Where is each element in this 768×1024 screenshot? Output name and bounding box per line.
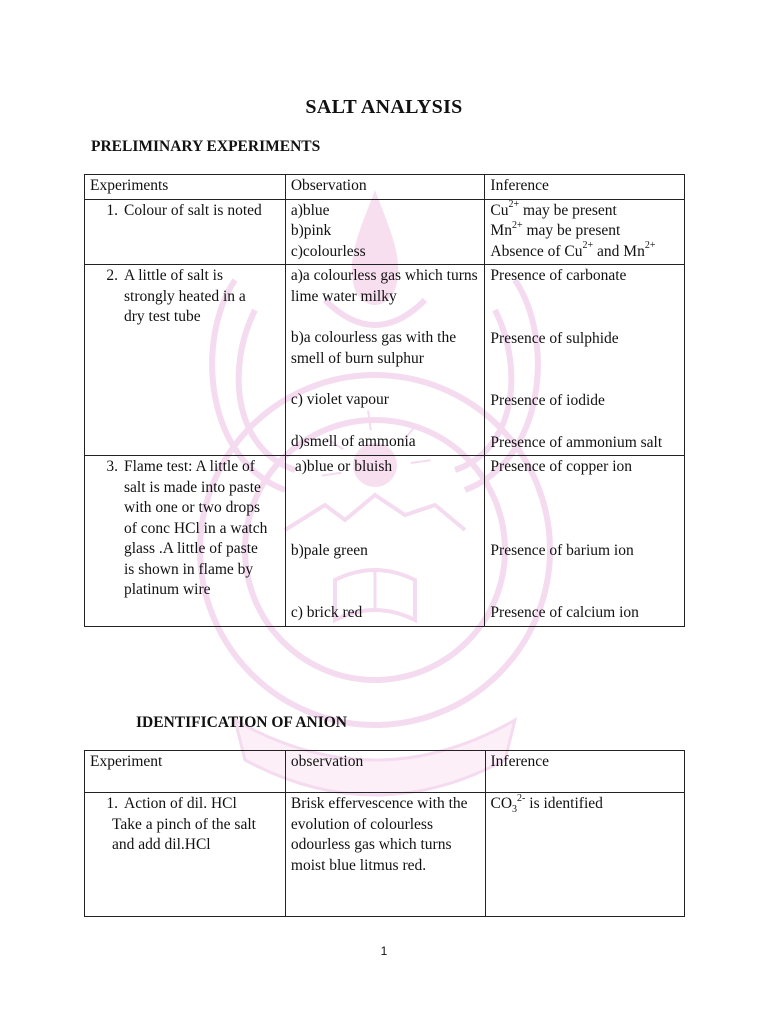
observation-line: a)blue	[290, 201, 330, 219]
row-number: 2.	[106, 267, 118, 284]
header-cell: observation	[285, 751, 485, 793]
observation-line: a)a colourless gas which turns lime water milky	[290, 267, 478, 305]
experiment-cell	[85, 456, 286, 627]
inference-cell	[485, 199, 685, 265]
inference-line: Presence of calcium ion	[490, 604, 639, 621]
row-number: 3.	[106, 458, 118, 475]
experiment-text: Colour of salt is noted	[124, 201, 262, 219]
inference-line: Presence of carbonate	[490, 267, 627, 284]
experiment-cell	[85, 793, 286, 917]
header-cell: Inference	[485, 751, 685, 793]
row-number: 1.	[106, 795, 118, 812]
experiment-text: Flame test: A little of salt is made into paste with one or two drops of conc HCl in a watch glass .A little of paste is shown in flame by platinum wire	[124, 458, 268, 598]
observation-cell: Brisk effervescence with the evolution of colourless odourless gas which turns moist blue litmus red.	[285, 793, 485, 917]
anion-identification-table	[84, 750, 685, 917]
observation-line: b)pink	[290, 222, 332, 239]
section-heading-preliminary: PRELIMINARY EXPERIMENTS	[91, 138, 321, 155]
experiment-cell	[85, 199, 286, 265]
inference-cell	[485, 456, 685, 627]
inference-line: Presence of sulphide	[490, 329, 619, 347]
table-row	[85, 199, 685, 265]
table-header-row	[85, 175, 685, 200]
observation-line: b)pale green	[290, 541, 368, 559]
inference-line: $Mn^{2+}$ may be present	[490, 219, 621, 239]
inference-line: Presence of barium ion	[490, 541, 634, 559]
row-number: 1.	[106, 201, 118, 219]
header-cell: Experiments	[85, 175, 286, 200]
experiment-title: Action of dil. HCl	[124, 795, 237, 812]
observation-cell	[285, 265, 485, 456]
experiment-detail: Take a pinch of the salt and add dil.HCl	[112, 815, 256, 853]
inference-line: Presence of iodide	[490, 392, 605, 409]
page-title: SALT ANALYSIS	[305, 96, 463, 118]
table-row	[85, 456, 685, 627]
inference-line: Presence of copper ion	[490, 458, 633, 475]
inference-line: Absence of $Cu^{2+}$ and $Mn^{2+}$	[490, 240, 656, 260]
observation-line: c) brick red	[290, 604, 363, 621]
inference-cell	[485, 265, 685, 456]
table-row	[85, 265, 685, 456]
preliminary-experiments-table	[84, 174, 685, 627]
table-header-row	[85, 751, 685, 793]
observation-line: c)colourless	[290, 242, 366, 260]
observation-line: c) violet vapour	[290, 391, 389, 408]
experiment-text: A little of salt is strongly heated in a dry test tube	[124, 267, 246, 325]
page-number: 1	[380, 944, 388, 958]
section-heading-anion: IDENTIFICATION OF ANION	[136, 714, 347, 731]
header-cell: Observation	[285, 175, 485, 200]
observation-cell	[285, 456, 485, 627]
experiment-cell	[85, 265, 286, 456]
observation-line: d)smell of ammonia	[290, 432, 416, 450]
inference-line: Presence of ammonium salt	[490, 433, 663, 451]
observation-line: b)a colourless gas with the smell of burn sulphur	[290, 329, 457, 367]
observation-cell	[285, 199, 485, 265]
table-row	[85, 793, 685, 917]
observation-line: a)blue or bluish	[294, 458, 393, 475]
header-cell: Inference	[485, 175, 685, 200]
inference-line: $Cu^{2+}$ may be present	[490, 199, 617, 219]
header-cell: Experiment	[85, 751, 286, 793]
inference-cell: $CO_3^{2-}$ is identified	[485, 793, 685, 917]
